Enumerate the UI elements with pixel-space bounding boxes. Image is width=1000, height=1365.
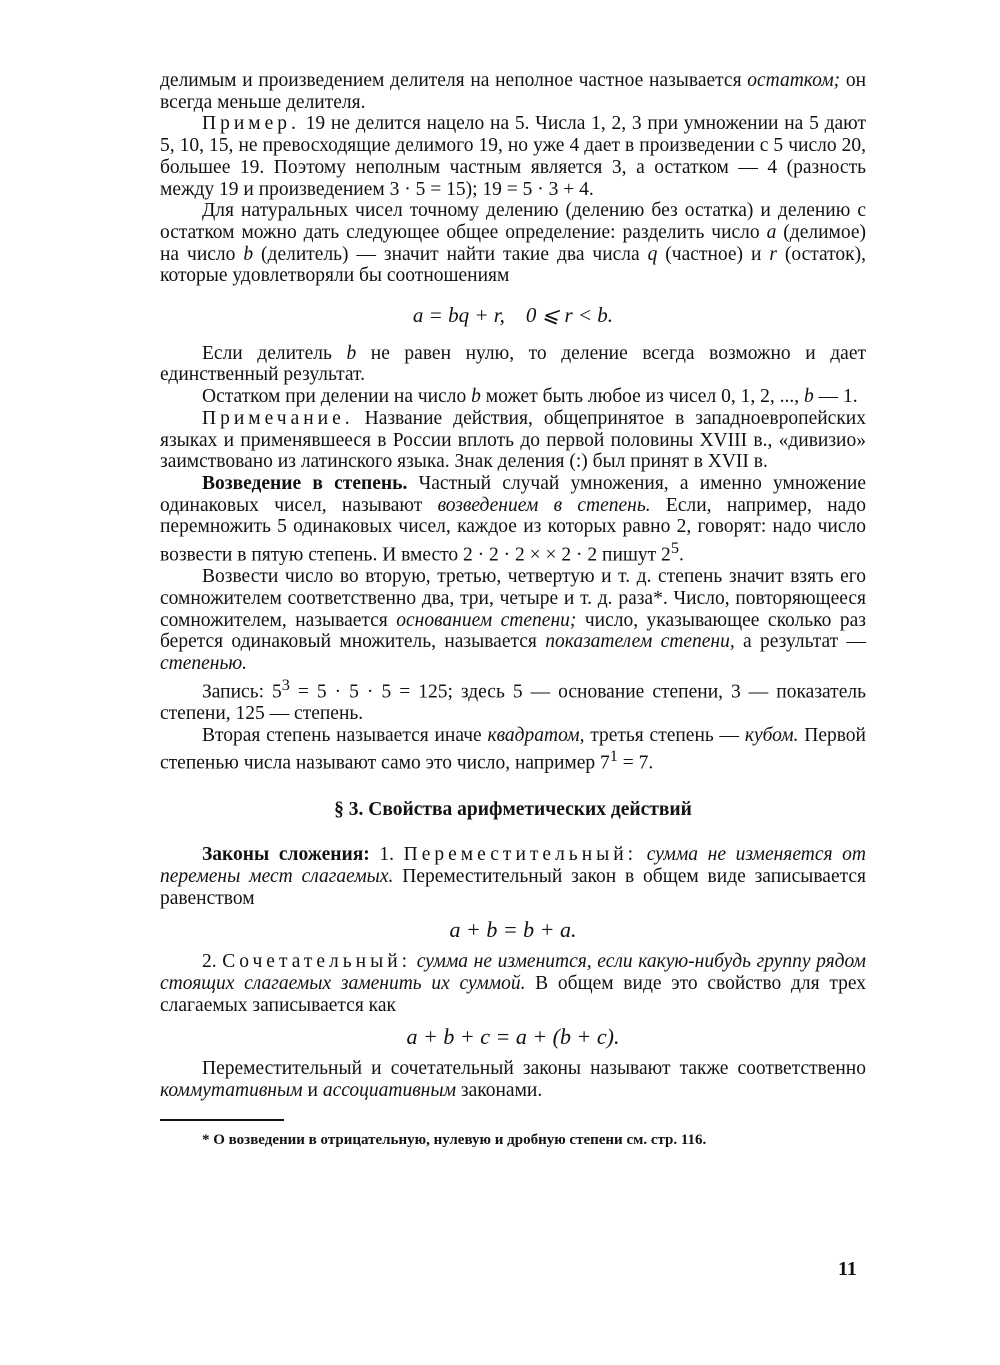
text: может быть любое из чисел 0, 1, 2, ..., bbox=[480, 386, 804, 408]
page-number: 11 bbox=[838, 1258, 857, 1280]
law-label: Переместительный: bbox=[403, 844, 638, 866]
paragraph-division-def bbox=[160, 200, 866, 287]
footnote-divider bbox=[160, 1119, 284, 1121]
law-statement: сумма не изменяется от перемены мест слагаемых. bbox=[160, 844, 866, 887]
paragraph-base-exponent bbox=[160, 566, 866, 675]
term: показателем степени, bbox=[545, 631, 735, 653]
term: коммутативным bbox=[160, 1079, 303, 1101]
text: а результат — bbox=[734, 631, 866, 653]
text: Запись: 5 bbox=[202, 681, 282, 703]
term: основанием степени; bbox=[396, 609, 577, 631]
term: квадратом, bbox=[487, 724, 585, 746]
var: b bbox=[346, 342, 357, 364]
footnote: * О возведении в отрицательную, нулевую и дробную степени см. стр. 116. bbox=[202, 1132, 707, 1149]
paragraph-divisor-nonzero bbox=[160, 343, 866, 386]
text: Название действия, общепринятое в западноевропейских языках и применявшееся в России вплоть до первой половины XVIII в., «дивизио» заимствовано из латинского языка. Знак деления (:) был принят в XVII в. bbox=[160, 407, 866, 473]
text: делимым и произведением делителя на неполное частное называется bbox=[160, 70, 748, 91]
paragraph-square-cube bbox=[160, 725, 866, 775]
term: ассоциативным bbox=[322, 1079, 457, 1101]
paragraph-associative bbox=[160, 951, 866, 1016]
term: возведением в степень. bbox=[437, 494, 651, 516]
text: 2. bbox=[202, 951, 223, 973]
text: третья степень — bbox=[584, 724, 745, 746]
law-statement: сумма не изменится, если какую-нибудь группу рядом стоящих слагаемых заменить их суммой. bbox=[160, 951, 866, 994]
text: Если делитель bbox=[202, 342, 347, 364]
paragraph-notation bbox=[160, 675, 866, 725]
text: Для натуральных чисел точному делению (делению без остатка) и делению с остатком можно дать следующее общее определение: разделить число bbox=[160, 200, 866, 243]
term: кубом. bbox=[744, 724, 799, 746]
exponent: 1 bbox=[609, 747, 618, 766]
text: Переместительный закон в общем виде записывается равенством bbox=[160, 866, 866, 909]
text: законами. bbox=[456, 1079, 543, 1101]
text: — 1. bbox=[813, 386, 858, 408]
text: В общем виде это свойство для трех слагаемых записывается как bbox=[160, 972, 866, 1016]
text: Остатком при делении на число bbox=[202, 386, 472, 408]
var: b bbox=[243, 243, 254, 265]
var: a bbox=[766, 221, 777, 243]
text: (делитель) — значит найти такие два числа bbox=[253, 243, 648, 265]
text: 1. bbox=[369, 844, 404, 866]
term: степенью. bbox=[160, 653, 247, 675]
formula-division: a = bq + r, 0 ⩽ r < b. bbox=[412, 303, 614, 328]
formula-commutative: a + b = b + a. bbox=[449, 917, 577, 943]
text: (остаток), которые удовлетворяли бы соотношениям bbox=[160, 243, 866, 287]
var: q bbox=[647, 243, 658, 265]
paragraph-remainder-def bbox=[160, 70, 866, 113]
text: не равен нулю, то деление всегда возможно и дает единственный результат. bbox=[160, 342, 866, 386]
exponent: 5 bbox=[670, 539, 679, 558]
term-remainder: остатком; bbox=[747, 70, 841, 91]
text: = 7. bbox=[617, 752, 654, 774]
law-label: Сочетательный: bbox=[222, 951, 412, 973]
text: Если, например, надо перемножить 5 одинаковых чисел, каждое из которых равно 2, говорят: надо число возвести в пятую степень. И вместо 2 · 2 · 2 × × 2 · 2 пишут 2 bbox=[160, 494, 866, 566]
text: Переместительный и сочетательный законы называют также соответственно bbox=[202, 1057, 866, 1079]
section-heading: § 3. Свойства арифметических действий bbox=[334, 798, 692, 820]
page-body bbox=[160, 70, 866, 1149]
text: Возвести число во вторую, третью, четвертую и т. д. степень значит взять его сомножителем соответственно два, три, четыре и т. д. раза*. Число, повторяющееся сомножителем, называется bbox=[160, 566, 866, 631]
text: число, указывающее сколько раз берется одинаковый множитель, называется bbox=[160, 609, 866, 653]
paragraph-example bbox=[160, 113, 866, 200]
text: (частное) и bbox=[657, 243, 770, 265]
section-term: Законы сложения: bbox=[202, 844, 370, 866]
text: = 5 · 5 · 5 = 125; здесь 5 — основание степени, 3 — показатель степени, 125 — степень. bbox=[160, 681, 866, 724]
exponent: 3 bbox=[281, 675, 290, 694]
formula-associative: a + b + c = a + (b + c). bbox=[406, 1024, 620, 1050]
text: Первой степенью числа называют само это число, например 7 bbox=[160, 724, 866, 774]
text: Вторая степень называется иначе bbox=[202, 724, 488, 746]
paragraph-note bbox=[160, 408, 866, 473]
example-label: Пример. bbox=[202, 113, 300, 135]
section-term: Возведение в степень. bbox=[202, 472, 408, 494]
paragraph-exponentiation bbox=[160, 473, 866, 566]
var: b bbox=[803, 386, 814, 408]
text: 19 не делится нацело на 5. Числа 1, 2, 3 при умножении на 5 дают 5, 10, 15, не превосходящие делимого 19, но уже 4 дает в произведении с 5 число 20, большее 19. Поэтому неполным частным является 3, а остатком — 4 (разность между 19 и произведением 3 · 5 = 15); 19 = 5 · 3 + 4. bbox=[160, 113, 866, 200]
var: r bbox=[769, 243, 777, 265]
paragraph-remainder-values bbox=[160, 386, 866, 408]
text: Частный случай умножения, а именно умножение одинаковых чисел, называют bbox=[160, 472, 866, 516]
paragraph-commutative bbox=[160, 844, 866, 909]
text: и bbox=[302, 1079, 323, 1101]
text: . bbox=[678, 544, 684, 566]
note-label: Примечание. bbox=[202, 407, 354, 429]
var: b bbox=[471, 386, 481, 408]
text: (делимое) на число bbox=[160, 221, 867, 265]
text: он всегда меньше делителя. bbox=[160, 70, 867, 113]
paragraph-law-names bbox=[160, 1058, 866, 1101]
